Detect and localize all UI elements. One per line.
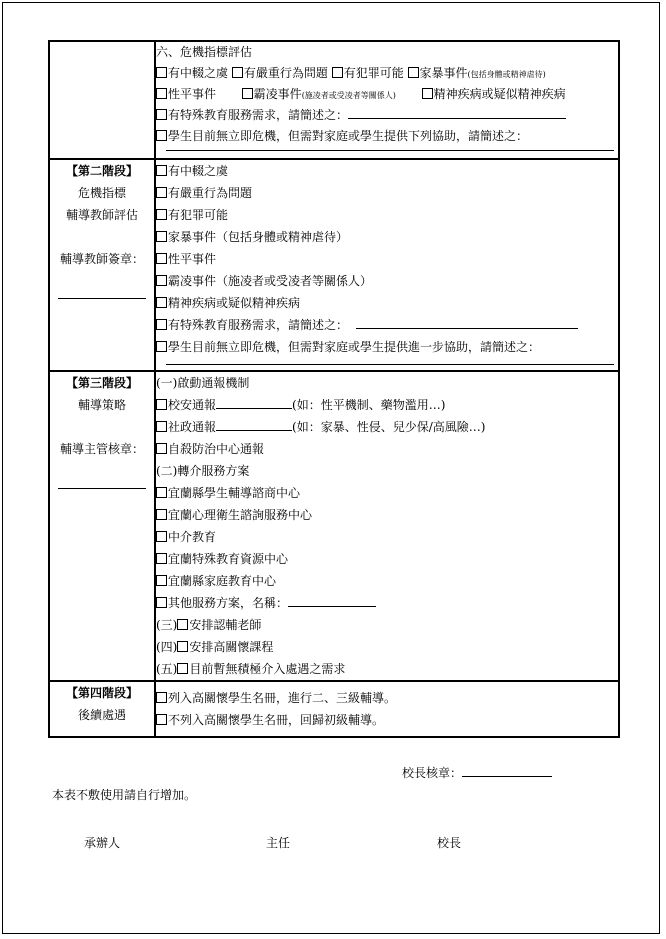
social-report-blank[interactable] (216, 418, 292, 431)
option-no-crisis: 學生目前無立即危機，但需對家庭或學生提供下列協助，請簡述之： (168, 129, 529, 143)
service-option: 宜蘭心理衛生諮詢服務中心 (168, 508, 313, 522)
option-bullying: 霸凌事件 (253, 87, 302, 101)
supervisor-sign-line[interactable] (58, 488, 146, 489)
social-report-note: (如：家暴、性侵、兒少保/高風險…) (292, 420, 486, 434)
empty-label-cell (49, 41, 155, 159)
option-bullying-note: (施凌者或受凌者等關係人) (301, 91, 396, 100)
stage2-option: 有犯罪可能 (168, 208, 229, 222)
section-stage4 (49, 681, 619, 737)
checkbox[interactable] (156, 275, 167, 286)
checkbox[interactable] (156, 399, 167, 410)
stage2-option: 有嚴重行為問題 (168, 186, 253, 200)
stage2-option: 精神疾病或疑似精神疾病 (168, 296, 301, 310)
stage3-heading-4-prefix: (四) (156, 640, 178, 654)
service-option: 宜蘭縣家庭教育中心 (168, 574, 277, 588)
stage2-title: 【第二階段】 (65, 164, 138, 178)
stage2-content-cell (155, 159, 619, 371)
stage3-label-cell (49, 371, 155, 681)
checkbox[interactable] (156, 231, 167, 242)
stage3-sub1: 輔導策略 (77, 398, 126, 412)
stage2-sub2: 輔導教師評估 (65, 208, 138, 222)
checkbox[interactable] (156, 209, 167, 220)
option-domestic: 家暴事件 (419, 66, 468, 80)
other-service-blank[interactable] (288, 594, 376, 607)
assessment-form-table (48, 40, 620, 738)
campus-report: 校安通報 (168, 398, 217, 412)
option-behavior: 有嚴重行為問題 (243, 66, 328, 80)
stage3-content-cell (155, 371, 619, 681)
stage3-heading-3-prefix: (三) (156, 618, 178, 632)
principal-sign-label: 校長核章： (402, 766, 463, 780)
checkbox[interactable] (156, 575, 167, 586)
checkbox[interactable] (408, 67, 419, 78)
checkbox[interactable] (156, 553, 167, 564)
option-gender: 性平事件 (168, 87, 217, 101)
section-stage2 (49, 159, 619, 371)
crisis-indicators-cell (155, 41, 619, 159)
checkbox[interactable] (156, 187, 167, 198)
stage2-option: 有中輟之虞 (168, 164, 229, 178)
option-dropout: 有中輟之虞 (168, 66, 229, 80)
checkbox[interactable] (422, 88, 433, 99)
option-special-need: 有特殊教育服務需求，請簡述之： (168, 108, 349, 122)
checkbox[interactable] (156, 692, 167, 703)
checkbox[interactable] (156, 130, 167, 141)
stage2-option: 性平事件 (168, 252, 217, 266)
stage3-heading-1: (一)啟動通報機制 (156, 376, 250, 390)
stage2-label-cell (49, 159, 155, 371)
checkbox[interactable] (177, 663, 188, 674)
stage4-content-cell (155, 681, 619, 737)
section-title: 六、危機指標評估 (156, 45, 253, 59)
stage4-option: 列入高關懷學生名冊，進行二、三級輔導。 (168, 691, 397, 705)
campus-report-blank[interactable] (216, 396, 292, 409)
checkbox[interactable] (156, 165, 167, 176)
stage3-heading-2: (二)轉介服務方案 (156, 464, 250, 478)
checkbox[interactable] (177, 641, 188, 652)
counselor-sign-label: 輔導教師簽章： (59, 252, 144, 266)
checkbox[interactable] (156, 531, 167, 542)
checkbox[interactable] (156, 421, 167, 432)
option-domestic-note: (包括身體或精神虐待) (467, 70, 546, 79)
option-mental: 精神疾病或疑似精神疾病 (433, 87, 566, 101)
assign-mentor: 安排認輔老師 (189, 618, 262, 632)
stage2-option: 霸凌事件（施凌者或受凌者等關係人） (168, 274, 373, 288)
form-note: 本表不敷使用請自行增加。 (52, 788, 197, 802)
service-option: 中介教育 (168, 530, 217, 544)
checkbox[interactable] (156, 487, 167, 498)
stage4-label-cell (49, 681, 155, 737)
checkbox[interactable] (177, 619, 188, 630)
campus-report-note: (如：性平機制、藥物濫用…) (292, 398, 446, 412)
stage2-option: 家暴事件（包括身體或精神虐待） (168, 230, 349, 244)
section-stage3 (49, 371, 619, 681)
handler-label: 承辦人 (84, 836, 121, 850)
principal-sign-area (402, 764, 552, 781)
checkbox[interactable] (156, 67, 167, 78)
checkbox[interactable] (156, 443, 167, 454)
option-crime: 有犯罪可能 (343, 66, 404, 80)
stage2-no-crisis: 學生目前無立即危機，但需對家庭或學生提供進一步協助，請簡述之： (168, 340, 541, 354)
stage4-option: 不列入高關懷學生名冊，回歸初級輔導。 (168, 713, 385, 727)
checkbox[interactable] (332, 67, 343, 78)
no-intervention: 目前暫無積極介入處遇之需求 (189, 662, 346, 676)
stage4-sub1: 後續處遇 (77, 708, 126, 722)
principal-sign-line[interactable] (462, 764, 552, 777)
stage3-title: 【第三階段】 (65, 376, 138, 390)
service-option: 宜蘭縣學生輔導諮商中心 (168, 486, 301, 500)
no-crisis-blank[interactable] (166, 150, 614, 151)
stage4-title: 【第四階段】 (65, 686, 138, 700)
assign-course: 安排高關懷課程 (189, 640, 274, 654)
stage2-special-need: 有特殊教育服務需求，請簡述之： (168, 318, 349, 332)
special-need-blank[interactable] (348, 106, 566, 119)
service-option: 宜蘭特殊教育資源中心 (168, 552, 289, 566)
supervisor-sign-label: 輔導主管核章： (59, 442, 144, 456)
stage2-no-crisis-blank[interactable] (166, 364, 614, 365)
checkbox[interactable] (232, 67, 243, 78)
principal-label: 校長 (437, 836, 462, 850)
checkbox[interactable] (156, 109, 167, 120)
director-label: 主任 (266, 836, 291, 850)
checkbox[interactable] (156, 714, 167, 725)
counselor-sign-line[interactable] (58, 298, 146, 299)
checkbox[interactable] (156, 509, 167, 520)
checkbox[interactable] (156, 297, 167, 308)
checkbox[interactable] (156, 88, 167, 99)
section-crisis-indicators (49, 41, 619, 159)
checkbox[interactable] (156, 253, 167, 264)
social-report: 社政通報 (168, 420, 217, 434)
checkbox[interactable] (156, 341, 167, 352)
stage3-heading-5-prefix: (五) (156, 662, 178, 676)
other-service: 其他服務方案，名稱： (168, 596, 289, 610)
checkbox[interactable] (156, 597, 167, 608)
checkbox[interactable] (156, 319, 167, 330)
checkbox[interactable] (242, 88, 253, 99)
stage2-special-need-blank[interactable] (356, 316, 578, 329)
stage2-sub1: 危機指標 (77, 186, 126, 200)
suicide-report: 自殺防治中心通報 (168, 442, 265, 456)
